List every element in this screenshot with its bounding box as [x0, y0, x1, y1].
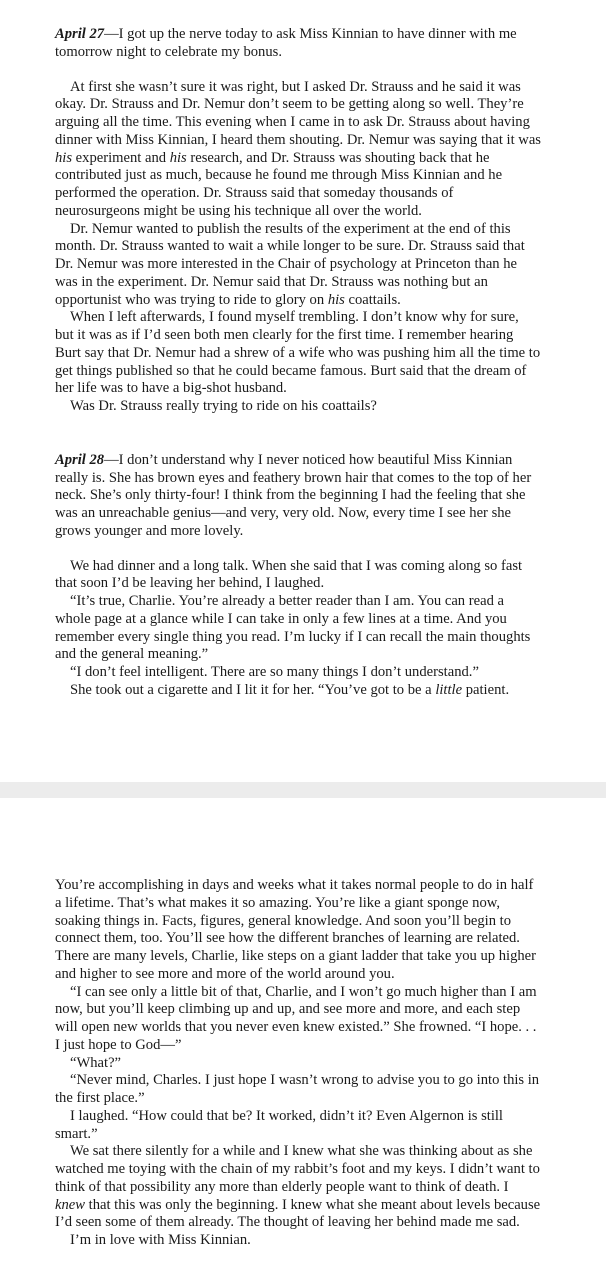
paragraph: We had dinner and a long talk. When she said that I was coming along so fast that soon I’d be leaving her behind, I laughed. — [55, 557, 523, 592]
page-2-text — [55, 877, 541, 1250]
paragraph: When I left afterwards, I found myself trembling. I don’t know why for sure, but it was as if I’d seen both men clearly for the first time. I remember hearing Burt say that Dr. Nemur had a shrew of a wife who was pushing him all the time to get things published so that he could became famous. Burt said that the dream of her life was to have a big-shot husband. — [55, 309, 541, 397]
paragraph: I’m in love with Miss Kinnian. — [70, 1232, 251, 1248]
paragraph: She took out a cigarette and I lit it for her. “You’ve got to be a little patient. — [70, 681, 510, 698]
paragraph: Dr. Nemur wanted to publish the results of the experiment at the end of this month. Dr. Strauss wanted to wait a while longer to be sure. Dr. Strauss said that Dr. Nemur was more interested in the Chair of psychology at Princeton than he was in the experiment. Dr. Nemur said that Dr. Strauss was nothing but an opportunist who was trying to ride to glory on his coattails. — [55, 220, 525, 308]
entry-date: April 27 — [55, 26, 105, 42]
paragraph: You’re accomplishing in days and weeks what it takes normal people to do in half a lifetime. That’s what makes it so amazing. You’re like a giant sponge now, soaking things in. Facts, figures, general knowledge. And soon you’ll begin to connect them, too. You’ll see how the different branches of learning are related. There are many levels, Charlie, like steps on a giant ladder that take you up higher and higher to see more and more of the world around you. — [55, 877, 537, 982]
paragraph: “I don’t feel intelligent. There are so many things I don’t understand.” — [70, 664, 479, 680]
page-2 — [0, 798, 606, 1280]
entry-date: April 28 — [55, 451, 105, 468]
paragraph: I laughed. “How could that be? It worked, didn’t it? Even Algernon is still smart.” — [55, 1107, 503, 1142]
entry-april-27-intro: April 27—I got up the nerve today to ask Miss Kinnian to have dinner with me tomorrow night to celebrate my bonus. — [55, 26, 517, 60]
page-1-text — [55, 26, 541, 700]
paragraph: We sat there silently for a while and I knew what she was thinking about as she watched me toying with the chain of my rabbit’s foot and my keys. I didn’t want to think of that possibility any more than elderly people want to think of death. I knew that this was only the beginning. I knew what she meant about levels because I’d seen some of them already. The thought of leaving her behind made me sad. — [55, 1143, 541, 1231]
page-separator — [0, 782, 606, 798]
paragraph: At first she wasn’t sure it was right, but I asked Dr. Strauss and he said it was okay. Dr. Strauss and Dr. Nemur don’t seem to be getting along so well. They’re arguing all the time. This evening when I came in to ask Dr. Strauss about having dinner with Miss Kinnian, I heard them shouting. Dr. Nemur was saying that it was his experiment and his research, and Dr. Strauss was shouting back that he contributed just as much, because he found me through Miss Kinnian and he performed the operation. Dr. Strauss said that someday thousands of neurosurgeons might be using his technique all over the world. — [55, 78, 541, 219]
paragraph: “It’s true, Charlie. You’re already a better reader than I am. You can read a whole page at a glance while I can take in only a few lines at a time. And you remember every single thing you read. I’m lucky if I can recall the main thoughts and the general meaning.” — [55, 593, 531, 663]
paragraph: “I can see only a little bit of that, Charlie, and I won’t go much higher than I am now, but you’ll keep climbing up and up, and see more and more, and each step will open new worlds that you never even knew existed.” She frowned. “I hope. . . I just hope to God—” — [55, 983, 537, 1053]
paragraph: “What?” — [70, 1054, 122, 1071]
paragraph: “Never mind, Charles. I just hope I wasn’t wrong to advise you to go into this in the first place.” — [55, 1072, 540, 1106]
paragraph: Was Dr. Strauss really trying to ride on his coattails? — [70, 398, 377, 414]
entry-april-28-intro: April 28—I don’t understand why I never noticed how beautiful Miss Kinnian really is. She has brown eyes and feathery brown hair that comes to the top of her neck. She’s only thirty-four! I think from the beginning I had the feeling that she was an unreachable genius—and very, very old. Now, every time I see her she grows younger and more lovely. — [55, 451, 532, 539]
